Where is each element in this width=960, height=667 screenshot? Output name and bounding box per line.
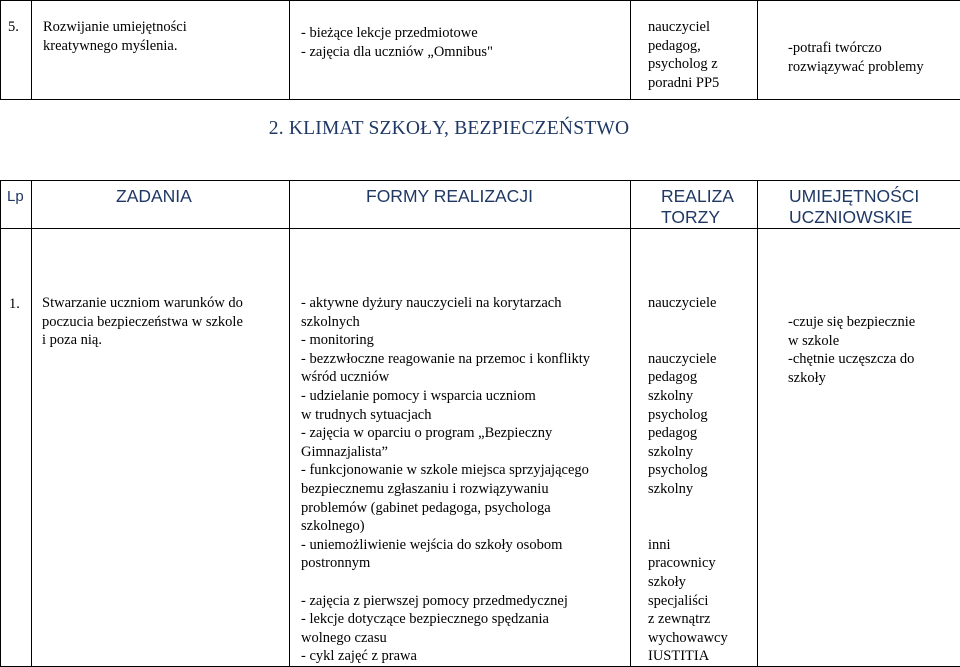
- blank-line: [648, 499, 757, 518]
- blank-line: [301, 573, 630, 592]
- executor-item: wychowawcy: [648, 629, 757, 648]
- form-item: wolnego czasu: [301, 629, 630, 648]
- executor-item: pedagog: [648, 368, 757, 387]
- executor-item: szkolny: [648, 387, 757, 406]
- executor-item: psycholog: [648, 461, 757, 480]
- executor-item: specjaliści: [648, 592, 757, 611]
- task-text: Rozwijanie umiejętności kreatywnego myślenia.: [32, 1, 289, 55]
- table-row: [1, 1, 960, 100]
- form-item: - bezzwłoczne reagowanie na przemoc i konflikty: [301, 350, 630, 369]
- forms-list: [290, 229, 630, 666]
- executors-text: nauczyciel pedagog, psycholog z poradni PP5: [631, 1, 757, 92]
- form-item: bezpiecznemu zgłaszaniu i rozwiązywaniu: [301, 480, 630, 499]
- header-forms: FORMY REALIZACJI: [290, 181, 630, 207]
- executors-list: [631, 229, 757, 666]
- blank-line: [648, 313, 757, 332]
- executor-item: szkolny: [648, 443, 757, 462]
- header-skills: UMIEJĘTNOŚCI UCZNIOWSKIE: [758, 181, 960, 228]
- form-item: - udzielanie pomocy i wsparcia uczniom: [301, 387, 630, 406]
- header-tasks: ZADANIA: [32, 181, 289, 207]
- header-executors: REALIZA TORZY: [631, 181, 757, 228]
- executor-item: nauczyciele: [648, 294, 757, 313]
- executor-item: psycholog: [648, 406, 757, 425]
- row-number: 1.: [1, 229, 31, 314]
- form-item: - cykl zajęć z prawa: [301, 647, 630, 666]
- executor-item: szkoły: [648, 573, 757, 592]
- executor-item: inni: [648, 536, 757, 555]
- form-item: - uniemożliwienie wejścia do szkoły osobom: [301, 536, 630, 555]
- row-number: 5.: [1, 1, 31, 37]
- form-item: postronnym: [301, 554, 630, 573]
- form-item: Gimnazjalista”: [301, 443, 630, 462]
- executor-item: szkolny: [648, 480, 757, 499]
- forms-text: - bieżące lekcje przedmiotowe - zajęcia dla uczniów „Omnibus": [290, 1, 630, 61]
- form-item: szkolnych: [301, 313, 630, 332]
- form-item: - funkcjonowanie w szkole miejsca sprzyjającego: [301, 461, 630, 480]
- climate-safety-table: [0, 180, 960, 667]
- form-item: wśród uczniów: [301, 368, 630, 387]
- form-item: - lekcje dotyczące bezpiecznego spędzania: [301, 610, 630, 629]
- form-item: - monitoring: [301, 331, 630, 350]
- form-item: - zajęcia z pierwszej pomocy przedmedycznej: [301, 592, 630, 611]
- form-item: problemów (gabinet pedagoga, psychologa: [301, 499, 630, 518]
- header-row: [1, 181, 960, 229]
- previous-section-table: [0, 0, 960, 100]
- header-lp: Lp: [1, 181, 31, 207]
- form-item: w trudnych sytuacjach: [301, 406, 630, 425]
- executor-item: pedagog: [648, 424, 757, 443]
- executor-item: z zewnątrz: [648, 610, 757, 629]
- task-text: Stwarzanie uczniom warunków do poczucia bezpieczeństwa w szkole i poza nią.: [32, 229, 289, 350]
- skills-text: -czuje się bezpiecznie w szkole -chętnie uczęszcza do szkoły: [758, 229, 960, 387]
- form-item: szkolnego): [301, 517, 630, 536]
- executor-item: nauczyciele: [648, 350, 757, 369]
- executor-item: IUSTITIA: [648, 647, 757, 666]
- section-title: 2. KLIMAT SZKOŁY, BEZPIECZEŃSTWO: [0, 118, 898, 140]
- executor-item: pracownicy: [648, 554, 757, 573]
- blank-line: [648, 517, 757, 536]
- form-item: - aktywne dyżury nauczycieli na korytarzach: [301, 294, 630, 313]
- form-item: - zajęcia w oparciu o program „Bezpieczny: [301, 424, 630, 443]
- table-row: [1, 229, 960, 667]
- skills-text: -potrafi twórczo rozwiązywać problemy: [758, 1, 960, 76]
- blank-line: [648, 331, 757, 350]
